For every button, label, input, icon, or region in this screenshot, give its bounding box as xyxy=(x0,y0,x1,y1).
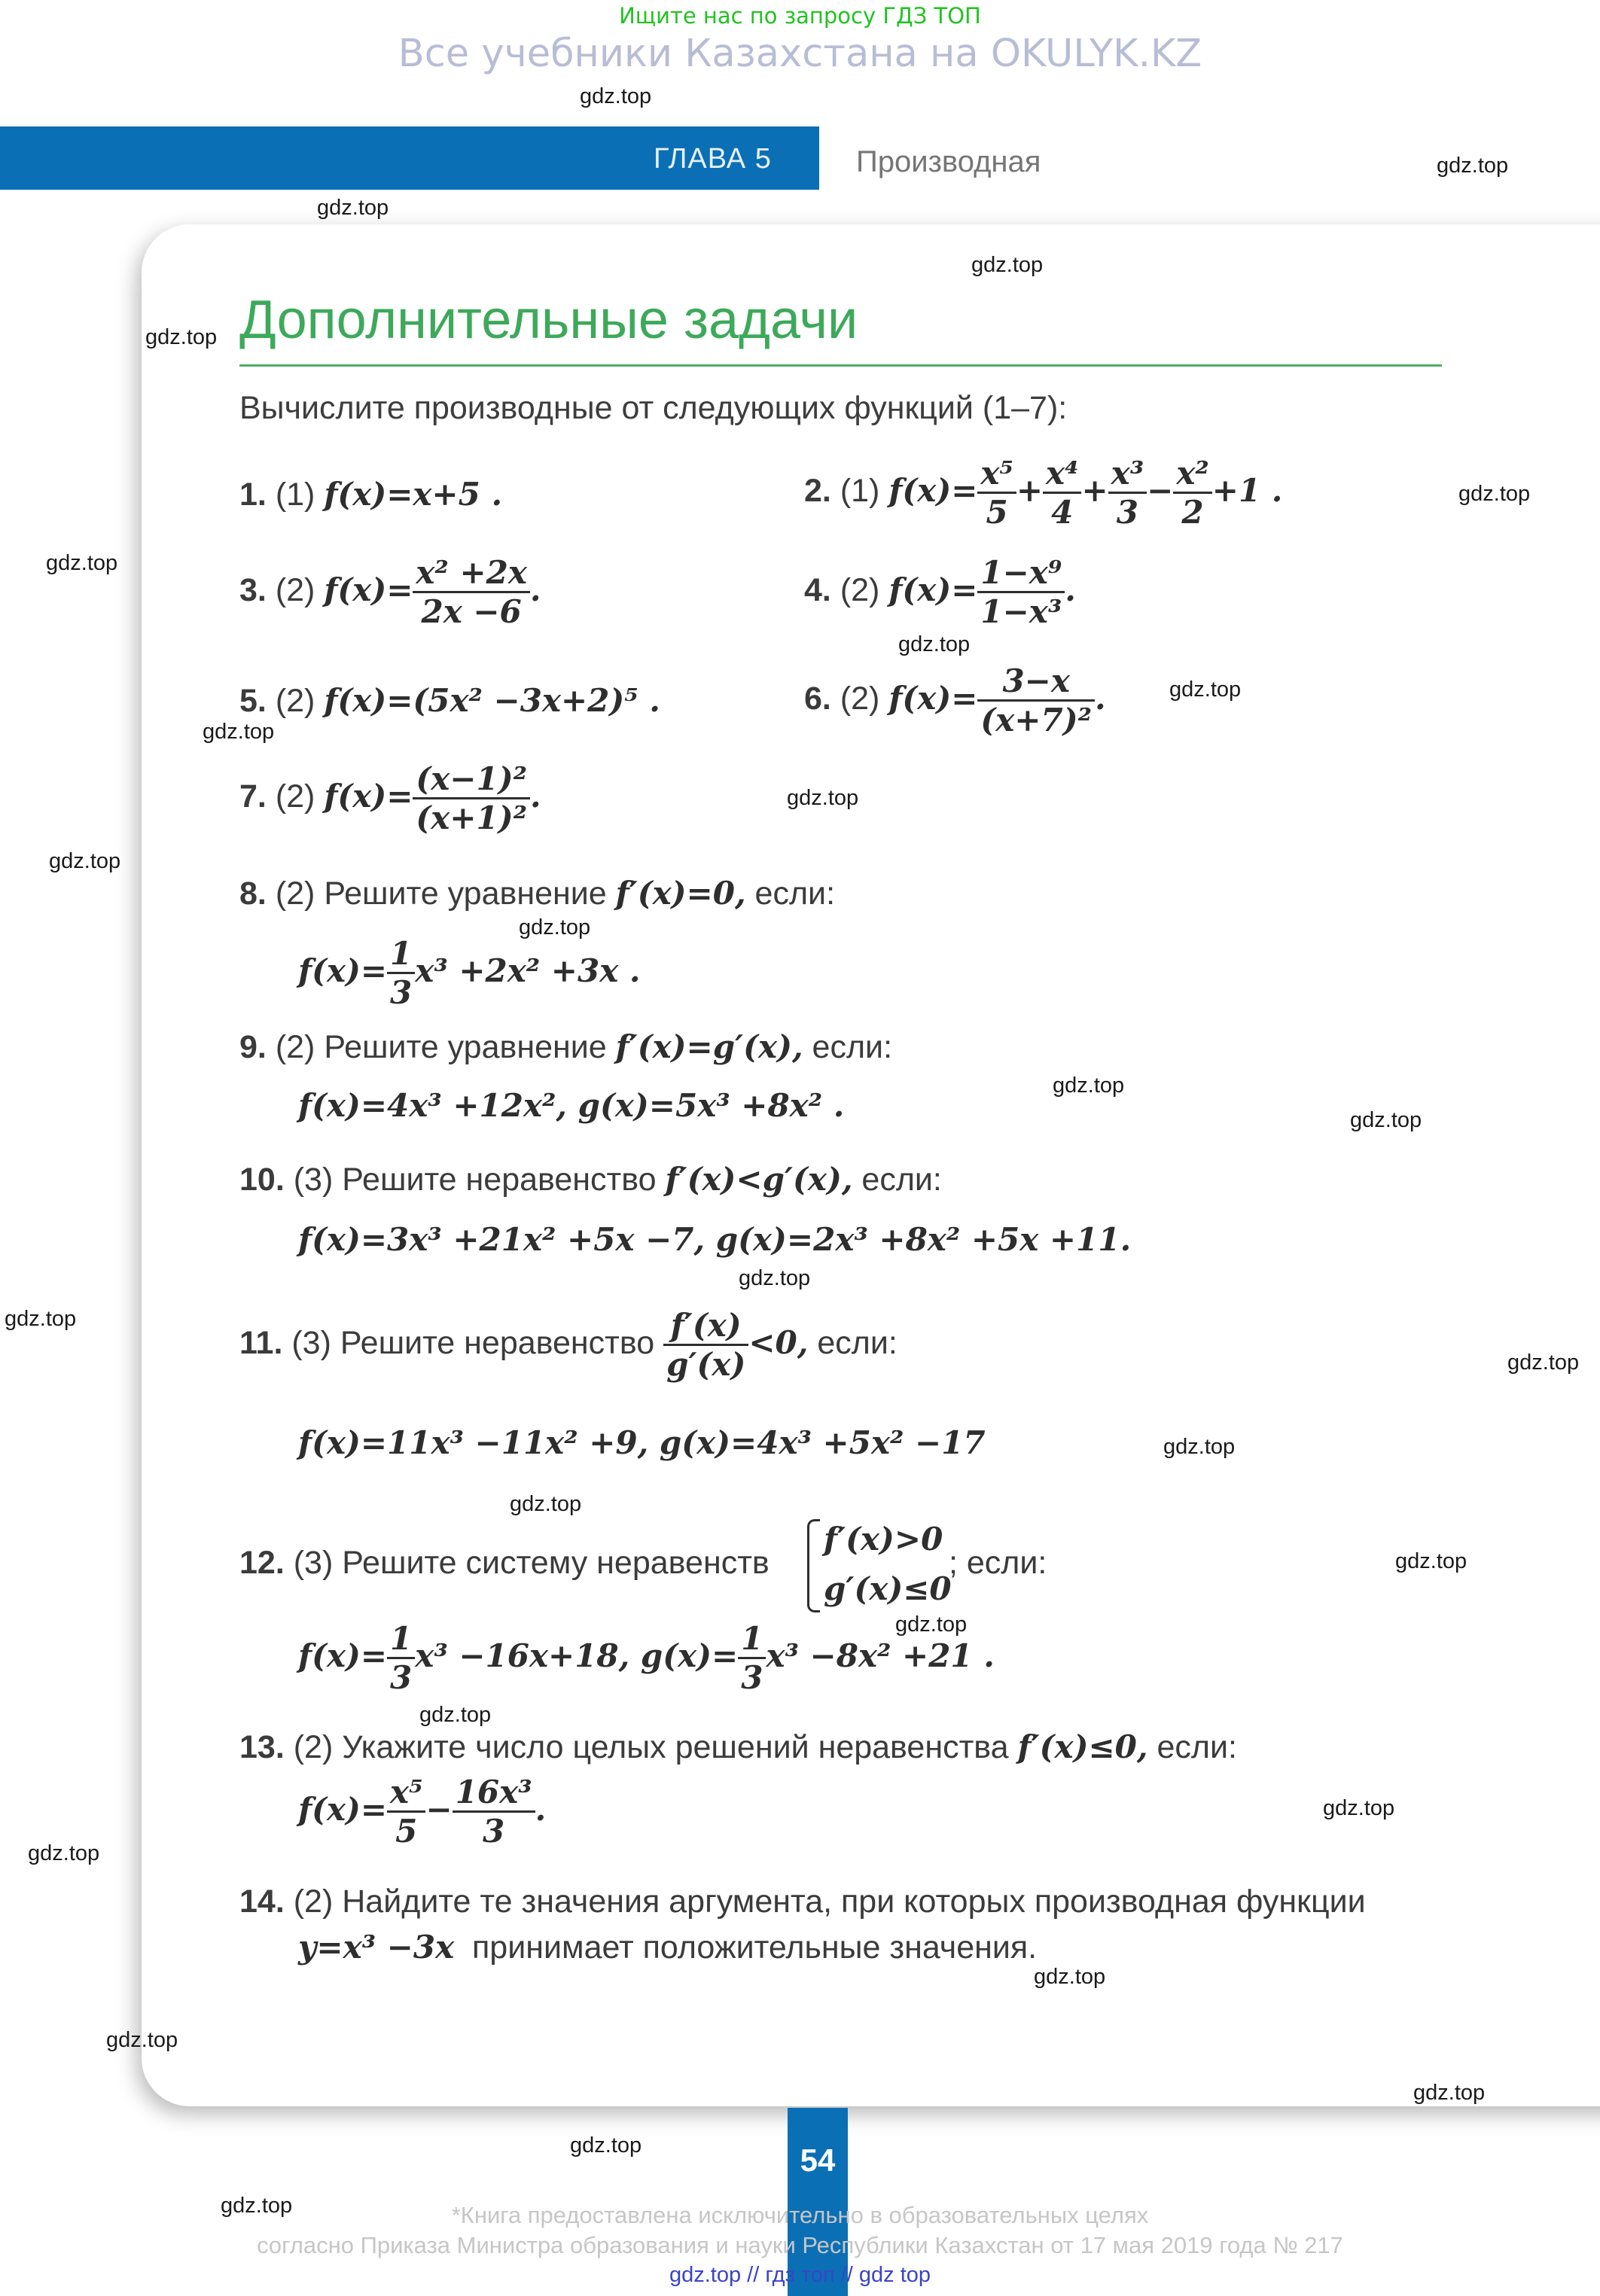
watermark: gdz.top xyxy=(971,253,1044,277)
task-formula: f(x)=(5x² −3x+2)⁵ . xyxy=(324,682,660,719)
watermark: gdz.top xyxy=(28,1841,100,1865)
task-formula-lhs: f(x)= xyxy=(888,471,978,509)
watermark: gdz.top xyxy=(580,84,652,108)
fraction: $\frac{\text{16x³}}{3}$ xyxy=(453,1774,535,1850)
task-1 xyxy=(239,476,502,513)
task-number: 13. xyxy=(239,1729,285,1765)
task-level: (2) xyxy=(275,683,315,719)
watermark: gdz.top xyxy=(1507,1350,1580,1375)
watermark: gdz.top xyxy=(898,632,971,656)
watermark: gdz.top xyxy=(49,849,121,873)
task-text: Решите неравенство xyxy=(342,1162,657,1198)
task-9 xyxy=(239,1028,892,1066)
chapter-title: Производная xyxy=(856,145,1041,178)
task-text: Решите уравнение xyxy=(324,875,607,912)
task-number: 9. xyxy=(239,1029,267,1065)
page-number: 54 xyxy=(800,2142,836,2178)
task-if: если: xyxy=(754,875,836,912)
task-number: 4. xyxy=(804,571,831,608)
task-number: 14. xyxy=(239,1883,285,1920)
task-level: (3) xyxy=(293,1162,334,1198)
fraction: $\frac{\text{x⁴}}{4}$ xyxy=(1043,455,1081,531)
task-13-function: f(x)= $\frac{\text{x⁵}}{5}$ − $\frac{\text{16x³}}{3}$ . xyxy=(298,1774,547,1850)
watermark: gdz.top xyxy=(570,2133,642,2157)
fraction: $\frac{1}{3}$ xyxy=(387,1620,415,1696)
section-divider xyxy=(239,364,1442,367)
watermark: gdz.top xyxy=(1323,1796,1395,1820)
watermark: gdz.top xyxy=(739,1266,811,1290)
fraction: $\frac{\text{1−x⁹}}{\text{1−x³}}$ xyxy=(977,554,1065,630)
task-level: (2) xyxy=(293,1883,334,1920)
task-level: (3) xyxy=(291,1324,331,1361)
task-level: (2) xyxy=(275,1029,315,1065)
system-line-2: g′(x)≤0 xyxy=(824,1570,952,1607)
watermark: gdz.top xyxy=(1458,482,1531,506)
task-text: Решите систему неравенств xyxy=(342,1545,770,1581)
watermark: gdz.top xyxy=(1413,2081,1486,2105)
task-number: 7. xyxy=(239,778,267,815)
watermark: gdz.top xyxy=(419,1703,492,1727)
task-number: 5. xyxy=(239,683,267,719)
task-8 xyxy=(239,875,835,912)
fraction: $\frac{1}{3}$ xyxy=(738,1620,766,1696)
section-intro: Вычислите производные от следующих функций (1–7): xyxy=(239,390,1068,426)
promo-banner-green[interactable]: Ищите нас по запросу ГДЗ ТОП xyxy=(619,3,981,29)
watermark: gdz.top xyxy=(5,1307,77,1331)
watermark: gdz.top xyxy=(1169,678,1242,702)
task-level: (2) xyxy=(275,571,315,608)
task-function: y=x³ −3x xyxy=(298,1929,455,1966)
watermark: gdz.top xyxy=(787,786,859,810)
watermark: gdz.top xyxy=(221,2194,293,2218)
task-formula: f(x)=x+5 . xyxy=(324,476,503,513)
task-if: если: xyxy=(861,1162,942,1198)
task-text: принимает положительные значения. xyxy=(472,1929,1038,1966)
task-level: (2) xyxy=(840,571,880,608)
watermark: gdz.top xyxy=(203,720,275,744)
task-10-functions: f(x)=3x³ +21x² +5x −7, g(x)=2x³ +8x² +5x +11. xyxy=(298,1221,1132,1258)
task-condition: f′(x)=g′(x), xyxy=(615,1028,803,1065)
system-brace xyxy=(807,1519,820,1612)
watermark: gdz.top xyxy=(510,1492,582,1516)
watermark: gdz.top xyxy=(1053,1073,1125,1098)
task-number: 11. xyxy=(239,1324,283,1361)
fraction: $\frac{3-x}{\text{(x+7)²}}$ xyxy=(977,662,1095,738)
task-number: 1. xyxy=(239,477,267,513)
watermark: gdz.top xyxy=(1034,1965,1106,1989)
watermark: gdz.top xyxy=(895,1612,968,1637)
task-level: (1) xyxy=(840,472,880,509)
watermark: gdz.top xyxy=(1163,1435,1236,1459)
fraction: $\frac{\text{x⁵}}{5}$ xyxy=(387,1774,425,1850)
task-formula-tail: +1 . xyxy=(1211,471,1283,509)
task-7: 7. (2) f(x)= $\frac{\text{(x−1)²}}{\text{(x+1)²}}$ . xyxy=(239,760,541,836)
task-number: 6. xyxy=(804,680,831,717)
task-text: Решите неравенство xyxy=(340,1324,655,1361)
task-text: Укажите число целых решений неравенства xyxy=(342,1729,1009,1765)
fraction: $\frac{f'(x)}{g'(x)}$ xyxy=(663,1307,748,1383)
task-condition: f′(x)<g′(x), xyxy=(665,1161,853,1198)
task-3: 3. (2) f(x)= $\frac{\text{x² +2x}}{2x -6}$ . xyxy=(239,554,541,630)
chapter-label: ГЛАВА 5 xyxy=(654,143,772,175)
section-title: Дополнительные задачи xyxy=(239,290,858,350)
task-condition: <0, xyxy=(748,1323,809,1361)
task-number: 3. xyxy=(239,571,267,608)
task-6: 6. (2) f(x)= $\frac{3-x}{\text{(x+7)²}}$ . xyxy=(804,662,1106,738)
watermark: gdz.top xyxy=(519,915,591,939)
task-4: 4. (2) f(x)= $\frac{\text{1−x⁹}}{\text{1−x³}}$ . xyxy=(804,554,1076,630)
task-if: если: xyxy=(817,1324,898,1361)
task-8-functions: f(x)= $\frac{1}{3}$ x³ +2x² +3x . xyxy=(298,935,641,1011)
task-level: (1) xyxy=(275,477,315,513)
task-5 xyxy=(239,682,660,720)
watermark: gdz.top xyxy=(106,2028,178,2052)
task-text: Найдите те значения аргумента, при которых производная функции xyxy=(342,1883,1366,1920)
fraction: $\frac{\text{x³}}{3}$ xyxy=(1108,455,1147,531)
fraction: $\frac{1}{3}$ xyxy=(387,935,415,1011)
promo-banner-okulyk[interactable]: Все учебники Казахстана на OKULYK.KZ xyxy=(398,32,1202,76)
watermark: gdz.top xyxy=(46,551,118,575)
system-line-1: f′(x)>0 xyxy=(824,1521,943,1558)
fraction: $\frac{\text{x⁵}}{5}$ xyxy=(977,455,1016,531)
task-level: (2) xyxy=(840,680,880,717)
fraction: $\frac{\text{x² +2x}}{2x -6}$ xyxy=(413,554,530,630)
task-level: (2) xyxy=(293,1729,334,1765)
task-condition: f′(x)≤0, xyxy=(1017,1728,1148,1765)
task-if: если: xyxy=(812,1029,893,1065)
task-level: (3) xyxy=(293,1545,334,1581)
task-14 xyxy=(239,1883,1366,1920)
task-level: (2) xyxy=(275,778,315,815)
watermark: gdz.top xyxy=(145,325,218,349)
task-12 xyxy=(239,1545,770,1582)
task-11-functions: f(x)=11x³ −11x² +9, g(x)=4x³ +5x² −17 xyxy=(298,1424,986,1461)
task-number: 12. xyxy=(239,1545,285,1581)
task-number: 2. xyxy=(804,472,831,509)
task-level: (2) xyxy=(275,875,315,912)
task-10 xyxy=(239,1161,942,1198)
watermark: gdz.top xyxy=(317,196,389,220)
task-2: 2. (1) f(x)= $\frac{\text{x⁵}}{5}$ + $\frac{\text{x⁴}}{4}$ + $\frac{\text{x³}}{3}$ − $\frac{\text{x²}}{2}$ +1 . xyxy=(804,455,1283,531)
fraction: $\frac{\text{x²}}{2}$ xyxy=(1173,455,1211,531)
task-condition: f′(x)=0, xyxy=(615,875,746,912)
task-number: 10. xyxy=(239,1162,285,1198)
watermark: gdz.top xyxy=(1350,1108,1422,1132)
task-if: ; если: xyxy=(949,1545,1047,1581)
task-number: 8. xyxy=(239,875,267,912)
watermark: gdz.top xyxy=(1395,1549,1467,1573)
task-text: Решите уравнение xyxy=(324,1029,607,1065)
task-11 xyxy=(239,1307,898,1383)
footer-links[interactable]: gdz.top // гдз топ // gdz top xyxy=(669,2263,931,2287)
footer-note-1: *Книга предоставлена исключительно в образовательных целях xyxy=(451,2202,1149,2228)
footer-note-2: согласно Приказа Министра образования и науки Республики Казахстан от 17 мая 2019 года № 217 xyxy=(257,2232,1343,2258)
fraction: $\frac{\text{(x−1)²}}{\text{(x+1)²}}$ xyxy=(413,760,530,836)
task-if: если: xyxy=(1157,1729,1237,1765)
task-14-line-2 xyxy=(298,1929,1037,1966)
task-9-functions: f(x)=4x³ +12x², g(x)=5x³ +8x² . xyxy=(298,1087,845,1124)
watermark: gdz.top xyxy=(1437,154,1509,178)
task-12-functions: f(x)= $\frac{1}{3}$ x³ −16x+18, g(x)= $\frac{1}{3}$ x³ −8x² +21 . xyxy=(298,1620,995,1696)
task-13 xyxy=(239,1728,1237,1766)
